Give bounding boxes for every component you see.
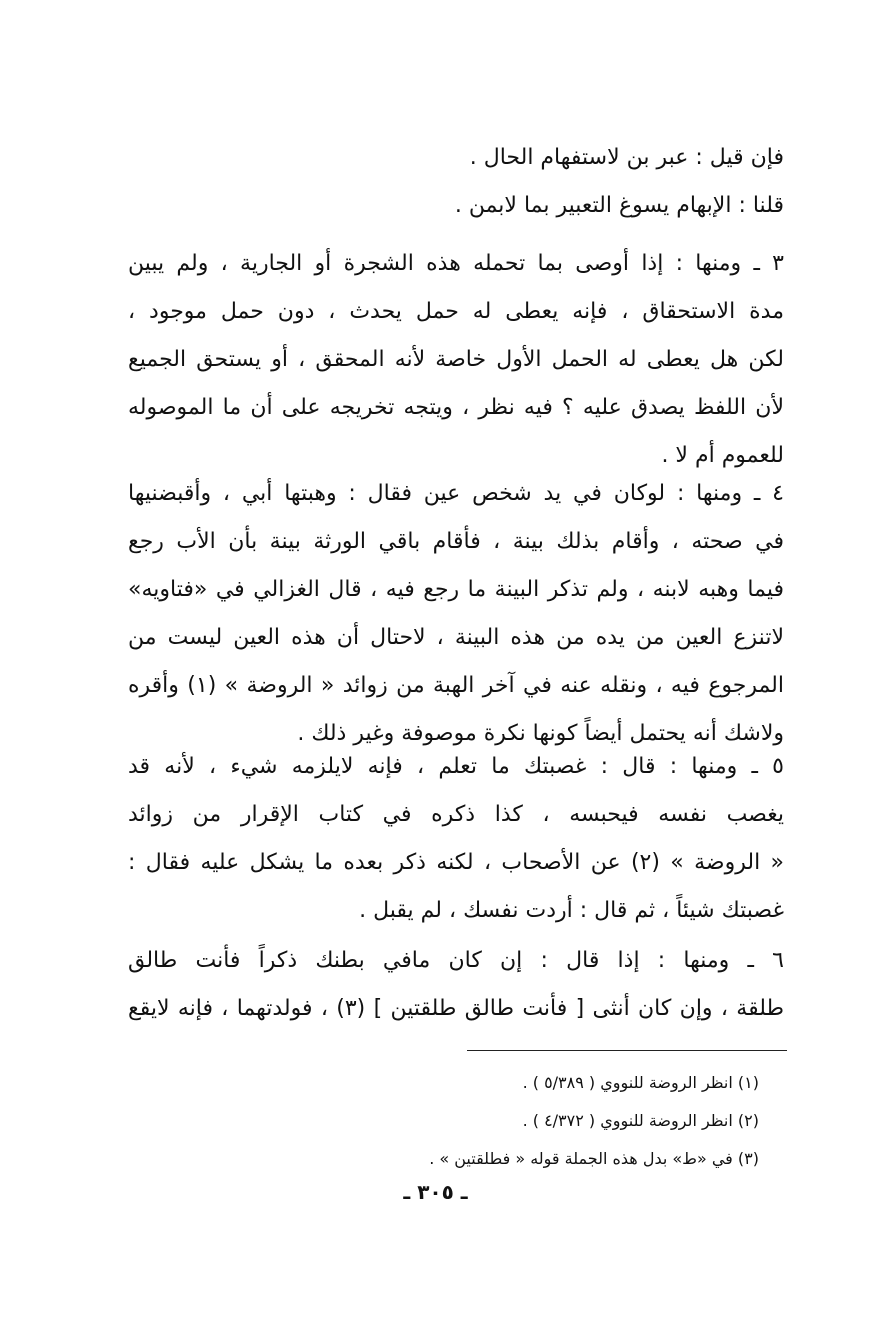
text-line: مدة الاستحقاق ، فإنه يعطى له حمل يحدث ، دون حمل موجود ، — [128, 299, 784, 324]
text-line: قلنا : الإبهام يسوغ التعبير بما لابمن . — [454, 193, 784, 218]
footnote-2: (٢) انظر الروضة للنووي ( ٤/٣٧٢ ) . — [522, 1111, 759, 1130]
text-line: لكن هل يعطى له الحمل الأول خاصة لأنه المحقق ، أو يستحق الجميع — [128, 347, 784, 372]
text-line: طلقة ، وإن كان أنثى [ فأنت طالق طلقتين ] (٣) ، فولدتهما ، فإنه لايقع — [128, 996, 784, 1021]
text-line: فإن قيل : عبر بن لاستفهام الحال . — [469, 145, 784, 170]
text-line: لأن اللفظ يصدق عليه ؟ فيه نظر ، ويتجه تخريجه على أن ما الموصوله — [128, 395, 784, 420]
footnote-divider — [467, 1050, 787, 1051]
text-line: « الروضة » (٢) عن الأصحاب ، لكنه ذكر بعده ما يشكل عليه فقال : — [128, 850, 784, 875]
text-line: يغصب نفسه فيحبسه ، كذا ذكره في كتاب الإقرار من زوائد — [128, 802, 784, 827]
footnote-3: (٣) في «ط» بدل هذه الجملة قوله « فطلقتين » . — [429, 1149, 759, 1168]
paragraph-answer — [128, 182, 784, 230]
paragraph-item-4 — [128, 470, 784, 758]
text-line: غصبتك شيئاً ، ثم قال : أردت نفسك ، لم يقبل . — [359, 898, 784, 923]
paragraph-item-5 — [128, 743, 784, 935]
text-line: ٤ ـ ومنها : لوكان في يد شخص عين فقال : وهبتها أبي ، وأقبضنيها — [128, 481, 784, 506]
paragraph-objection — [128, 134, 784, 182]
page-number: ـ ٣٠٥ ـ — [403, 1180, 468, 1204]
text-line: المرجوع فيه ، ونقله عنه في آخر الهبة من زوائد « الروضة » (١) وأقره — [128, 673, 784, 698]
footnote-1: (١) انظر الروضة للنووي ( ٥/٣٨٩ ) . — [522, 1073, 759, 1092]
text-line: في صحته ، وأقام بذلك بينة ، فأقام باقي الورثة بينة بأن الأب رجع — [128, 529, 784, 554]
paragraph-item-6 — [128, 937, 784, 1033]
text-line: ٣ ـ ومنها : إذا أوصى بما تحمله هذه الشجرة أو الجارية ، ولم يبين — [128, 251, 784, 276]
paragraph-item-3 — [128, 240, 784, 480]
text-line: ٥ ـ ومنها : قال : غصبتك ما تعلم ، فإنه لايلزمه شيء ، لأنه قد — [128, 754, 784, 779]
text-line: ٦ ـ ومنها : إذا قال : إن كان مافي بطنك ذكراً فأنت طالق — [128, 948, 784, 973]
footnotes — [199, 1064, 759, 1178]
text-line: لاتنزع العين من يده من هذه البينة ، لاحتال أن هذه العين ليست من — [128, 625, 784, 650]
text-line: ولاشك أنه يحتمل أيضاً كونها نكرة موصوفة وغير ذلك . — [297, 721, 784, 746]
text-line: فيما وهبه لابنه ، ولم تذكر البينة ما رجع فيه ، قال الغزالي في «فتاويه» — [128, 577, 784, 602]
text-line: للعموم أم لا . — [661, 443, 784, 468]
